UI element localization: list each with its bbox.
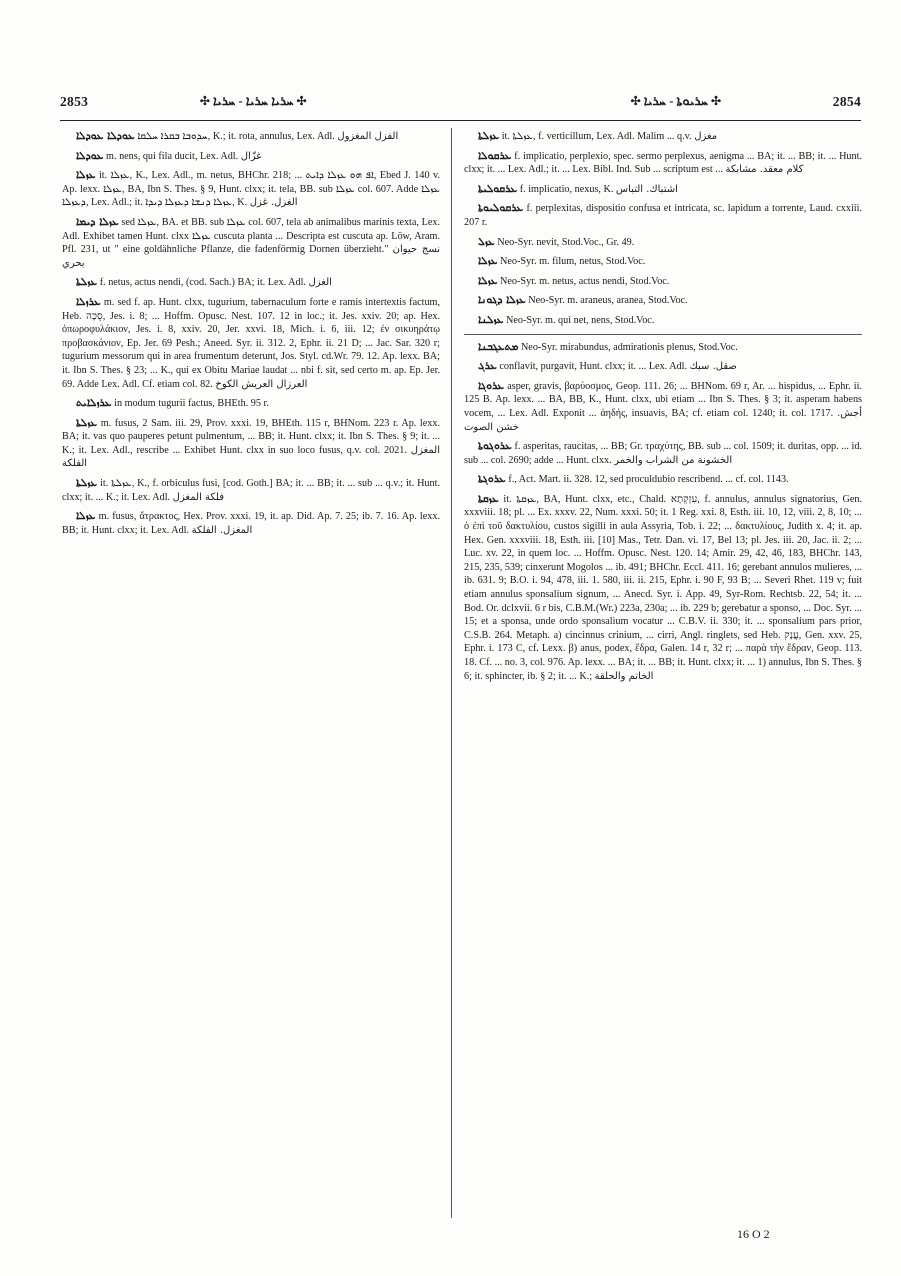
entry-definition: m. fusus, ἄτρακτος, Hex. Prov. xxxi. 19, it. ap. Did. Ap. 7. 25; ib. 7. 16. Ap. lexx. BB; it. Hunt. clxx; it. Lex. Adl. — [62, 511, 440, 536]
entry-headword: ܥܙܩܬܐ — [478, 492, 499, 505]
entry-arabic-gloss: المغزل الفلكة — [62, 444, 440, 470]
dictionary-entry — [62, 417, 440, 471]
entry-headword: ܥܙܠ — [478, 235, 495, 248]
entry-headword: ܥܙܠܐ — [76, 510, 96, 523]
dictionary-entry — [464, 341, 862, 355]
entry-headword: ܥܪܘܓܬܐ — [478, 473, 506, 486]
entry-definition: f. asperitas, raucitas, ... BB; Gr. τραχύτης, BB. sub ... col. 1509; it. duritas, opp. ... id. sub ... col. 2690; adde ... Hunt. clxx. — [464, 441, 862, 466]
entry-arabic-gloss: كلام معقد. مشابكة — [725, 164, 804, 176]
entry-headword: ܥܪܙܠܐܝܬ — [76, 397, 112, 410]
entry-arabic-gloss: اشتباك. التباس — [615, 183, 678, 195]
dictionary-entry — [464, 236, 862, 250]
entry-arabic-gloss: فلكة المغزل — [172, 491, 225, 503]
entry-headword: ܥܪܓ — [478, 360, 497, 373]
left-page-number: 2853 — [60, 94, 89, 109]
dictionary-entry — [464, 360, 862, 374]
entry-definition: it. ܥܙܠܐ, K., Lex. Adl., m. netus, BHChr. 218; ... ܐܦ ܗܘ ܥܙܠܐ ܕܐܝܬ, Ebed J. 140 v. Ap. lexx. ܥܙܠܐ, BA, Ibn S. Thes. § 9, Hunt. clxx; it. tela, BB. sub ܥܙܠܐ col. 607. Adde ܥܙܠܐ ܕܥܙܠܐ, Lex. Adl.; it. ܥܙܠܐ ܕܢܫܐ ܕܥܙܠܐ ܕܝܕܐ, K. — [62, 170, 440, 209]
entry-definition: Neo-Syr. mirabundus, admirationis plenus, Stod.Voc. — [520, 341, 738, 353]
dictionary-entry — [62, 150, 440, 164]
header-rule — [60, 120, 861, 121]
entry-definition: f. implicatio, nexus, K. — [519, 183, 614, 195]
dictionary-entry — [464, 255, 862, 269]
dictionary-entry — [464, 150, 862, 177]
entry-definition: Neo-Syr. m. araneus, aranea, Stod.Voc. — [528, 295, 688, 307]
entry-headword: ܥܙܠܬܐ — [478, 130, 500, 142]
entry-arabic-gloss: الغزل — [308, 277, 332, 289]
entry-arabic-gloss: صقل. سبك — [689, 361, 737, 373]
entry-arabic-gloss: غزّال — [240, 150, 262, 162]
entry-headword: ܥܘܕܠܐ — [76, 149, 104, 162]
entry-headword: ܥܪܩܘܠܝܘܬܐ — [478, 202, 524, 215]
dictionary-entry — [464, 202, 862, 229]
dictionary-entry — [464, 130, 862, 144]
entry-arabic-gloss: المغزل. الفلكة — [191, 524, 253, 536]
entry-arabic-gloss: الخشونة من الشراب والخمر — [614, 454, 733, 466]
section-rule — [464, 334, 862, 335]
entry-definition: conflavit, purgavit, Hunt. clxx; it. ... Lex. Adl. — [499, 361, 688, 373]
entry-definition: ܚܕܘܒܐ ܒܩܪܐ ܚܠܩܐ, K.; it. rota, annulus, Lex. Adl. — [137, 131, 335, 142]
entry-definition: m. fusus, 2 Sam. iii. 29, Prov. xxxi. 19, BHEth. 115 r, BHNom. 223 r. Ap. lexx. BA; it. vas quo pauperes petunt pulmentum, ... BB; it. Hunt. clxx; it. Ibn S. Thes. § 9; it. ... K.; it. Lex. Adl., rescribe ... Exhibet Hunt. clxx in suo loco fusus, q.v. col. 2021. — [62, 417, 440, 456]
left-column — [62, 130, 440, 1225]
entry-definition: it. ܥܙܠܬܐ, f. verticillum, Lex. Adl. Malim ... q.v. — [501, 131, 692, 142]
entry-definition: Neo-Syr. m. qui net, nens, Stod.Voc. — [505, 314, 655, 326]
right-column — [464, 130, 862, 1225]
entry-arabic-gloss: الغزل. غزل — [249, 197, 298, 209]
right-running-head: ✣ ܚܪܝܘܬܐ - ܚܪܝܐ ✣ — [630, 94, 721, 108]
entry-headword: ܥܪܙܠܐ — [76, 295, 101, 308]
right-page-number: 2854 — [832, 94, 861, 109]
entry-arabic-gloss: مغزل — [694, 131, 718, 142]
dictionary-entry — [464, 493, 862, 683]
dictionary-entry — [62, 296, 440, 391]
dictionary-entry — [62, 130, 440, 144]
entry-arabic-gloss: الخاتم والحلقة — [594, 670, 654, 682]
entry-headword: ܡܬܥܓܒܢܐ — [478, 340, 519, 353]
entry-definition: it. ܥܙܩܬܐ, BA, Hunt. clxx, etc., Chald. עִזְקְתָא, f. annulus, annulus signatorius, Gen. xxxviii. 18; pl. ... Ex. xxxv. 22, Num. xxxi. 50; it. 1 Reg. xxi. 8, Esth. iii. 10, 12, viii. 2, 8, 10; ... ὁ ἐπὶ τοῦ δακτυλίου, custos sigilli in aula Assyria, Tob. i. 22; ... δακτυλίους, Judith x. 4; it. ap. Hex. Gen. xxxviii. 18, Esth. iii. [10] Mas., Tetr. Dan. vi. 17, Bel 13; pl. Jes. iii. 20, Jac. ii. 2; ... Luc. xv. 22, in quem loc. ... Hoffm. Opusc. Nest. 120. 14; Amir. 29, 42, 46, 183, BHChr. 143, 215, 235, 539; cinxerunt Mogolos ... ib. 491; BHChr. Eccl. 411. 16; gerebant annulos mulieres, ... ib. 631. 9; B.O. i. 94, 478, iii. 1. 580, iii. ii. 215, Ephr. i. 90 F, 93 B; ... Severi Rhet. 119 v; fuit etiam annulus sponsalium signum, ... Anecd. Syr. i. App. 49, Syr-Rom. Rechtsb. 22, 54; it. ... Bod. Or. dclxvii. 6 r bis, C.B.M.(Wr.) 223a, 230a; ... ib. 229 b; gerebatur a sponso, ... Doc. Syr. ... 15; et a sponsa, unde ordo sponsalium vocatur ... C.B.V. ii. 330; it. ... sponsalium pars prior, C.S.B. 264. Metaph. a) cincinnus crinium, ... cirri, Angl. ringlets, sed Heb. עֲנָק, Gen. xxv. 25, Ephr. i. 173 C, cf. Lexx. β) anus, podex, ἕδρα, Galen. 14 r, 32 r; ... παρὰ τὴν ἕδραν, Geop. 113. 18. Cf. ... no. 3, col. 976. Ap. lexx. ... BA; it. ... BB; it. Hunt. clxx; it. ... 1) annulus, Ibn S. Thes. § 6; it. sphincter, ib. § 2; it. ... K.; — [464, 493, 862, 682]
column-divider — [451, 128, 452, 1218]
entry-headword: ܥܙܠܐ ܕܓܘܢܐ — [478, 294, 526, 307]
entry-definition: Neo-Syr. m. netus, actus nendi, Stod.Voc. — [500, 275, 670, 287]
entry-definition: m. sed f. ap. Hunt. clxx, tugurium, tabernaculum forte e ramis intertextis factum, Heb. סֻכָּה, Jes. i. 8; ... Hoffm. Opusc. Nest. 107. 12 in loc.; it. Jes. xxiv. 20; ap. Hex. ὀπωροφυλάκιον, Jes. i. 8, xxiv. 20, Jer. xxvi. 18, Mich. i. 6, iii. 12; ἐν σικυηράτῳ προβασκάνιον, Ep. Jer. 69 Pesh.; Aneed. Syr. ii. 312. 2, Ephr. ii. 21 D; ... Jac. Sar. 320 r; tugurium messorum qui in area frumentum deterunt, Jos. Styl. cd.Wr. 79. 12. Ap. lexx. BA; it. Ibn S. Thes. § 23; ... K., qui ex Obitu Mariae laudat ... nbi f. sit, sed certo m. ap. Ep. Jer. 69. Adde Lex. Adl. Cf. etiam col. 82. — [62, 296, 440, 390]
entry-headword: ܥܙܠܬܐ — [76, 416, 98, 429]
entry-definition: f. perplexitas, dispositio confusa et intricata, sc. lapidum a torrente, Laud. cxxiii. 207 r. — [464, 203, 862, 228]
entry-definition: f. implicatio, perplexio, spec. sermo perplexus, aenigma ... BA; it. ... BB; it. ... Hunt. clxx; it. ... Lex. Adl.; it. ... Lex. Bibl. Ind. Sub ... scriptum est ... — [464, 150, 862, 176]
entry-headword: ܥܙܠܐ — [478, 255, 498, 268]
signature-mark: 16 O 2 — [737, 1227, 770, 1241]
entry-headword: ܥܙܠܐ — [76, 169, 96, 182]
entry-arabic-gloss: العرزال العريش الكوخ — [215, 378, 308, 390]
dictionary-entry — [464, 314, 862, 328]
entry-arabic-gloss: أجش. خشن الصوت — [464, 407, 862, 433]
entry-headword: ܥܙܠܐ — [478, 274, 498, 287]
entry-definition: Neo-Syr. nevit, Stod.Voc., Gr. 49. — [497, 236, 635, 248]
entry-headword: ܥܪܩܘܠܝܬܐ — [478, 182, 518, 195]
entry-headword: ܥܙܠܢܐ — [478, 313, 504, 326]
dictionary-entry — [62, 477, 440, 504]
dictionary-entry — [464, 275, 862, 289]
entry-arabic-gloss: الفزل المغزول — [337, 131, 399, 142]
dictionary-entry — [62, 510, 440, 537]
entry-definition: m. nens, qui fila ducit, Lex. Adl. — [106, 150, 239, 162]
dictionary-entry — [464, 473, 862, 487]
dictionary-entry — [62, 276, 440, 290]
entry-definition: Neo-Syr. m. filum, netus, Stod.Voc. — [500, 256, 646, 268]
entry-headword: ܥܙܠܬܐ — [76, 477, 98, 490]
entry-definition: sed ܥܙܠܐ, BA. et BB. sub ܥܙܠܐ col. 607, tela ab animalibus marinis texta, Lex. Adl. Exhibet tamen Hunt. clxx ܥܙܠܐ cuscuta planta ... Descripta est cuscuta ap. Löw, Aram. Pfl. 231, ut " eine goldähnliche Pflanze, die fadenförmig Dornen überzieht." — [62, 216, 440, 256]
entry-headword: ܥܪܩܘܠܐ — [478, 149, 512, 162]
entry-definition: asper, gravis, βαρύοσμος, Geop. 111. 26; ... BHNom. 69 r, Ar. ... hispidus, ... Ephr. ii. 125 B. Ap. lexx. ... BA, BB, K., Hunt. clxx, ubi etiam ... Ibn S. Thes. § 3; it. asperam habens vocem, ... Lex. Adl. Exponit ... ἀηδής, insuavis, BA; cf. etiam col. 1240; it. col. 1717. — [464, 380, 862, 419]
dictionary-entry — [62, 169, 440, 210]
entry-headword: ܥܙܠܐ ܕܝܡܐ — [76, 215, 119, 228]
dictionary-entry — [62, 216, 440, 270]
entry-arabic-gloss: نسج حيوان بحري — [62, 244, 440, 269]
entry-headword: ܥܪܘܓܐ — [478, 379, 505, 392]
dictionary-entry — [464, 380, 862, 434]
left-running-head: ✣ ܚܪܝܐ ܚܪܝܐ - ܚܪܝܐ ✣ — [200, 94, 307, 108]
dictionary-entry — [464, 294, 862, 308]
entry-definition: f. netus, actus nendi, (cod. Sach.) BA; it. Lex. Adl. — [99, 277, 306, 289]
entry-headword: ܥܘܕܠܐ ܥܘܕܠܐ — [76, 130, 135, 142]
entry-definition: f., Act. Mart. ii. 328. 12, sed proculdubio rescribend. ... cf. col. 1143. — [508, 474, 789, 486]
dictionary-entry — [464, 183, 862, 197]
entry-headword: ܥܪܘܓܘܬܐ — [478, 440, 512, 453]
entry-headword: ܥܙܠܬܐ — [76, 276, 98, 289]
dictionary-entry — [62, 397, 440, 411]
page-header — [60, 94, 861, 118]
dictionary-entry — [464, 440, 862, 467]
entry-definition: in modum tugurii factus, BHEth. 95 r. — [114, 398, 269, 410]
entry-definition: it. ܥܙܠܬܐ, K., f. orbiculus fusi, [cod. Goth.] BA; it. ... BB; it. ... sub ... q.v.; it. Hunt. clxx; it. ... K.; it. Lex. Adl. — [62, 478, 440, 503]
